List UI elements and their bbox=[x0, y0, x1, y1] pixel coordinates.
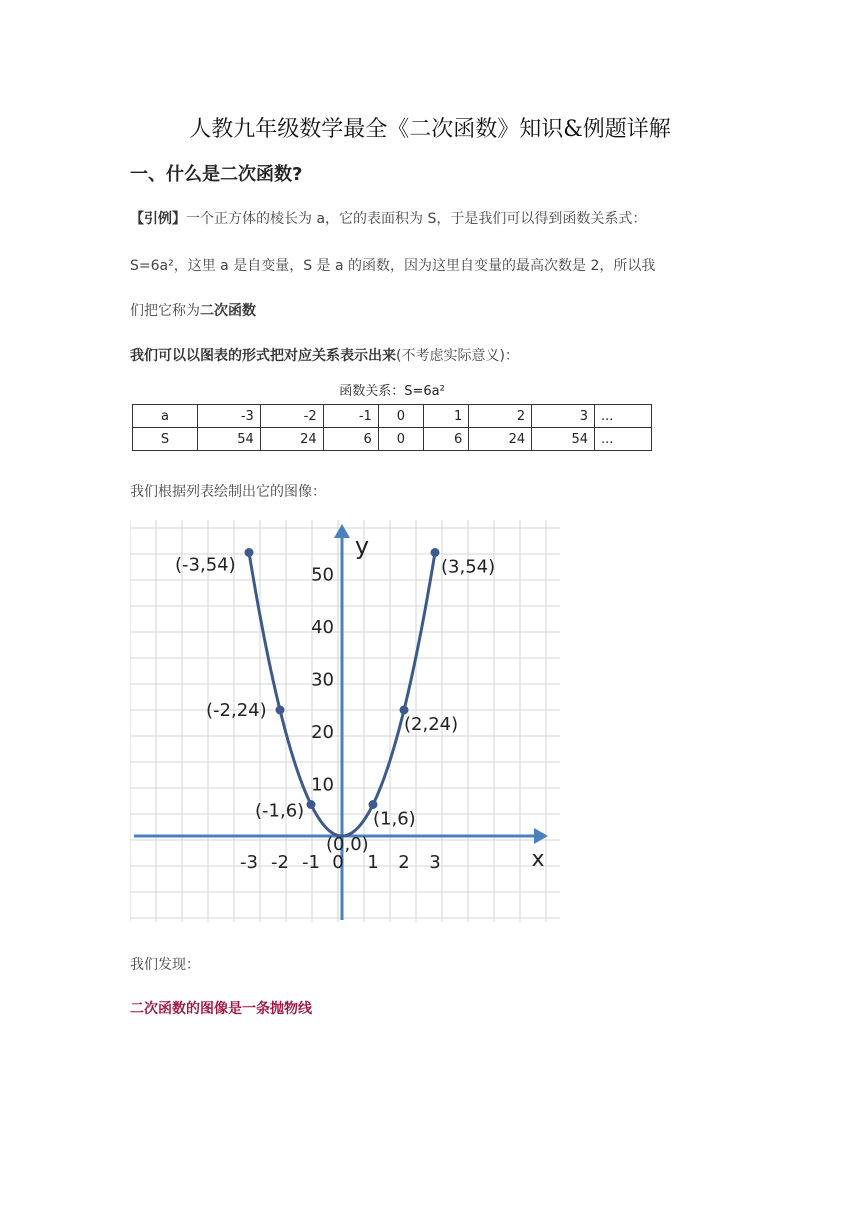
table-cell: -1 bbox=[323, 405, 378, 428]
point-label: (2,24) bbox=[404, 714, 459, 735]
y-tick-label: 30 bbox=[311, 669, 334, 691]
x-tick-label: -3 bbox=[240, 852, 258, 873]
point-label: (0,0) bbox=[326, 834, 369, 855]
x-tick-label: 2 bbox=[398, 852, 410, 873]
intro-text: 一个正方体的棱长为 a，它的表面积为 S，于是我们可以得到函数关系式： bbox=[186, 211, 647, 227]
data-point bbox=[431, 548, 440, 557]
y-tick-label: 10 bbox=[311, 774, 334, 796]
table-cell: 24 bbox=[469, 428, 532, 451]
table-cell: 3 bbox=[532, 405, 595, 428]
table-cell: 6 bbox=[323, 428, 378, 451]
x-tick-label: -2 bbox=[271, 852, 289, 873]
table-cell-ellipsis: ... bbox=[595, 405, 652, 428]
row-label-a: a bbox=[133, 405, 198, 428]
graph-intro: 我们根据列表绘制出它的图像： bbox=[130, 484, 326, 500]
finding-statement: 二次函数的图像是一条抛物线 bbox=[130, 1001, 312, 1017]
y-tick-label: 40 bbox=[311, 617, 334, 638]
row-label-s: S bbox=[133, 428, 198, 451]
x-tick-label: 0 bbox=[332, 852, 344, 873]
intro-paragraph-line-1 bbox=[130, 208, 646, 228]
table-row-a bbox=[133, 405, 652, 428]
data-point bbox=[307, 800, 316, 809]
table-cell: -3 bbox=[198, 405, 261, 428]
y-tick-label: 50 bbox=[311, 564, 334, 586]
data-point bbox=[276, 706, 285, 715]
table-cell: -2 bbox=[260, 405, 323, 428]
y-axis-arrow bbox=[334, 524, 350, 538]
x-tick-label: 3 bbox=[429, 852, 441, 873]
line3-prefix: 们把它称为 bbox=[130, 303, 200, 319]
table-cell: 2 bbox=[469, 405, 532, 428]
table-intro bbox=[130, 345, 519, 365]
data-point bbox=[245, 548, 254, 557]
table-cell-ellipsis: ... bbox=[595, 428, 652, 451]
table-cell: 6 bbox=[424, 428, 469, 451]
intro-tag: 【引例】 bbox=[130, 211, 186, 227]
table-caption: 函数关系：S=6a² bbox=[339, 384, 445, 399]
point-label: (1,6) bbox=[373, 808, 416, 830]
value-table bbox=[132, 380, 652, 451]
table-cell: 0 bbox=[378, 428, 423, 451]
page-title: 人教九年级数学最全《二次函数》知识&例题详解 bbox=[189, 117, 671, 142]
table-row-s bbox=[133, 428, 652, 451]
parabola-chart bbox=[130, 520, 560, 922]
y-axis-label: y bbox=[354, 532, 370, 560]
chart-grid bbox=[130, 520, 560, 922]
table-intro-bold: 我们可以以图表的形式把对应关系表示出来 bbox=[130, 348, 396, 364]
table-cell: 0 bbox=[378, 405, 423, 428]
table-cell: 54 bbox=[532, 428, 595, 451]
x-tick-label: 1 bbox=[367, 852, 379, 873]
table-cell: 24 bbox=[260, 428, 323, 451]
table-intro-rest: (不考虑实际意义)： bbox=[396, 348, 519, 364]
point-label: (-2,24) bbox=[206, 700, 267, 721]
table-cell: 54 bbox=[198, 428, 261, 451]
y-tick-label: 20 bbox=[311, 722, 334, 743]
intro-paragraph-line-3 bbox=[130, 300, 256, 320]
point-label: (3,54) bbox=[441, 556, 496, 578]
x-axis-label: x bbox=[531, 847, 545, 872]
x-tick-label: -1 bbox=[302, 852, 320, 873]
term-quadratic-function: 二次函数 bbox=[200, 303, 256, 319]
point-label: (-3,54) bbox=[175, 554, 236, 576]
finding-intro: 我们发现： bbox=[130, 957, 200, 973]
section-heading: 一、什么是二次函数? bbox=[130, 164, 303, 185]
point-label: (-1,6) bbox=[255, 800, 305, 822]
intro-paragraph-line-2: S=6a²，这里 a 是自变量，S 是 a 的函数，因为这里自变量的最高次数是 2，所以我 bbox=[130, 258, 656, 274]
table-cell: 1 bbox=[424, 405, 469, 428]
